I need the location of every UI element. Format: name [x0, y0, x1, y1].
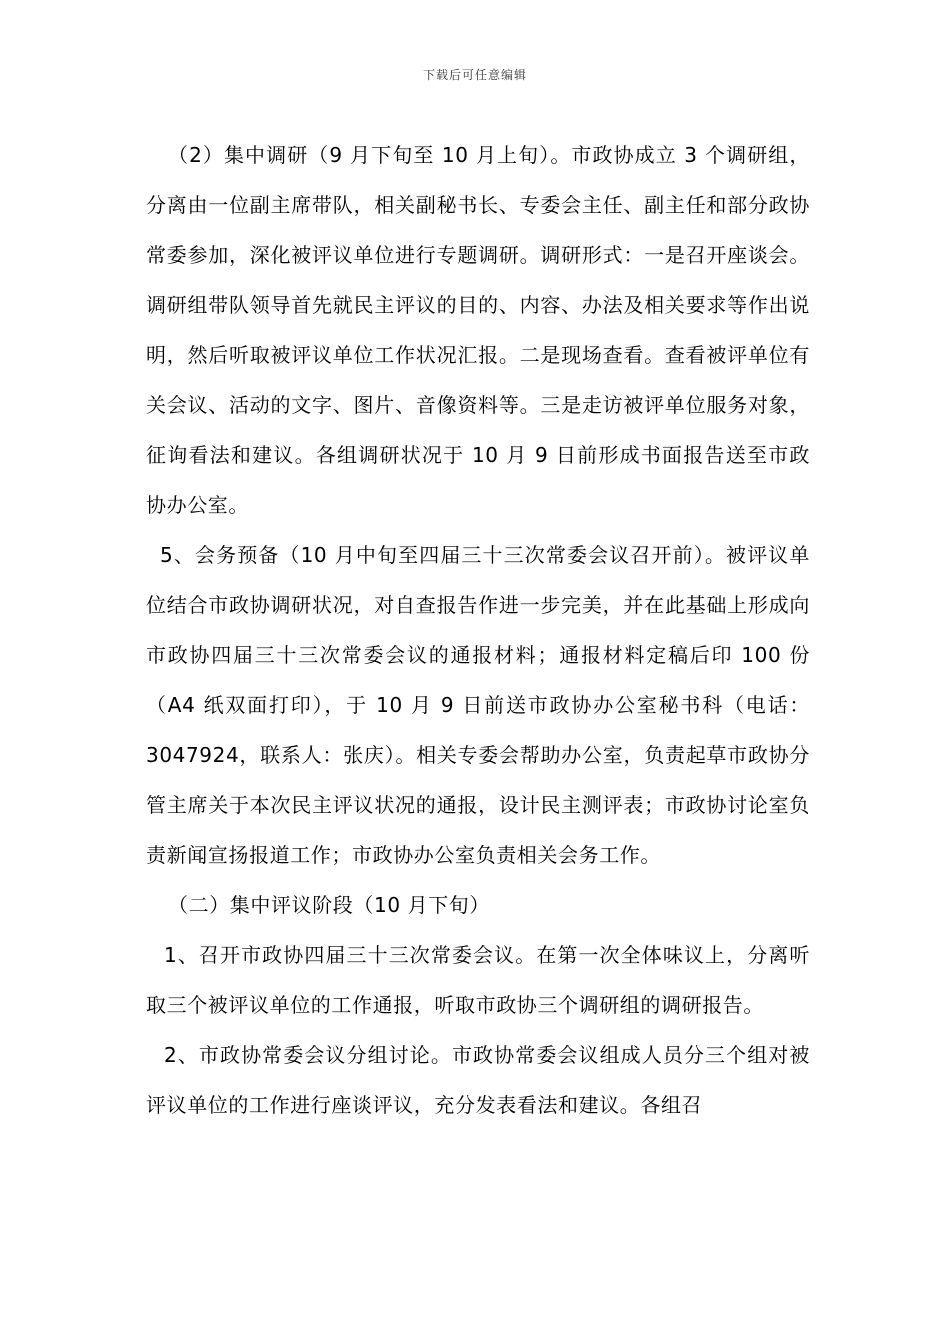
- paragraph-standing-committee-meeting: 1、召开市政协四届三十三次常委会议。在第一次全体味议上，分离听取三个被评议单位的工作通报，听取市政协三个调研组的调研报告。: [146, 943, 810, 1017]
- paragraph-meeting-preparation: 5、会务预备（10 月中旬至四届三十三次常委会议召开前）。被评议单位结合市政协调研状况，对自查报告作进一步完美，并在此基础上形成向市政协四届三十三次常委会议的通报材料；通报材料定稿后印 100 份（A4 纸双面打印），于 10 月 9 日前送市政协办公室秘书科（电话：3047924，联系人：张庆）。相关专委会帮助办公室，负责起草市政协分管主席关于本次民主评议状况的通报，设计民主测评表；市政协讨论室负责新闻宣扬报道工作；市政协办公室负责相关会务工作。: [146, 543, 810, 867]
- document-body: [146, 130, 810, 1130]
- paragraph-group-discussion: 2、市政协常委会议分组讨论。市政协常委会议组成人员分三个组对被评议单位的工作进行座谈评议，充分发表看法和建议。各组召: [146, 1043, 810, 1117]
- page-header: 下载后可任意编辑: [422, 68, 527, 82]
- section-heading-concentrated-evaluation: （二）集中评议阶段（10 月下旬）: [168, 893, 491, 917]
- paragraph-concentrated-research: （2）集中调研（9 月下旬至 10 月上旬）。市政协成立 3 个调研组，分离由一位副主席带队，相关副秘书长、专委会主任、副主任和部分政协常委参加，深化被评议单位进行专题调研。调研形式：一是召开座谈会。调研组带队领导首先就民主评议的目的、内容、办法及相关要求等作出说明，然后听取被评议单位工作状况汇报。二是现场查看。查看被评单位有关会议、活动的文字、图片、音像资料等。三是走访被评单位服务对象，征询看法和建议。各组调研状况于 10 月 9 日前形成书面报告送至市政协办公室。: [146, 143, 810, 517]
